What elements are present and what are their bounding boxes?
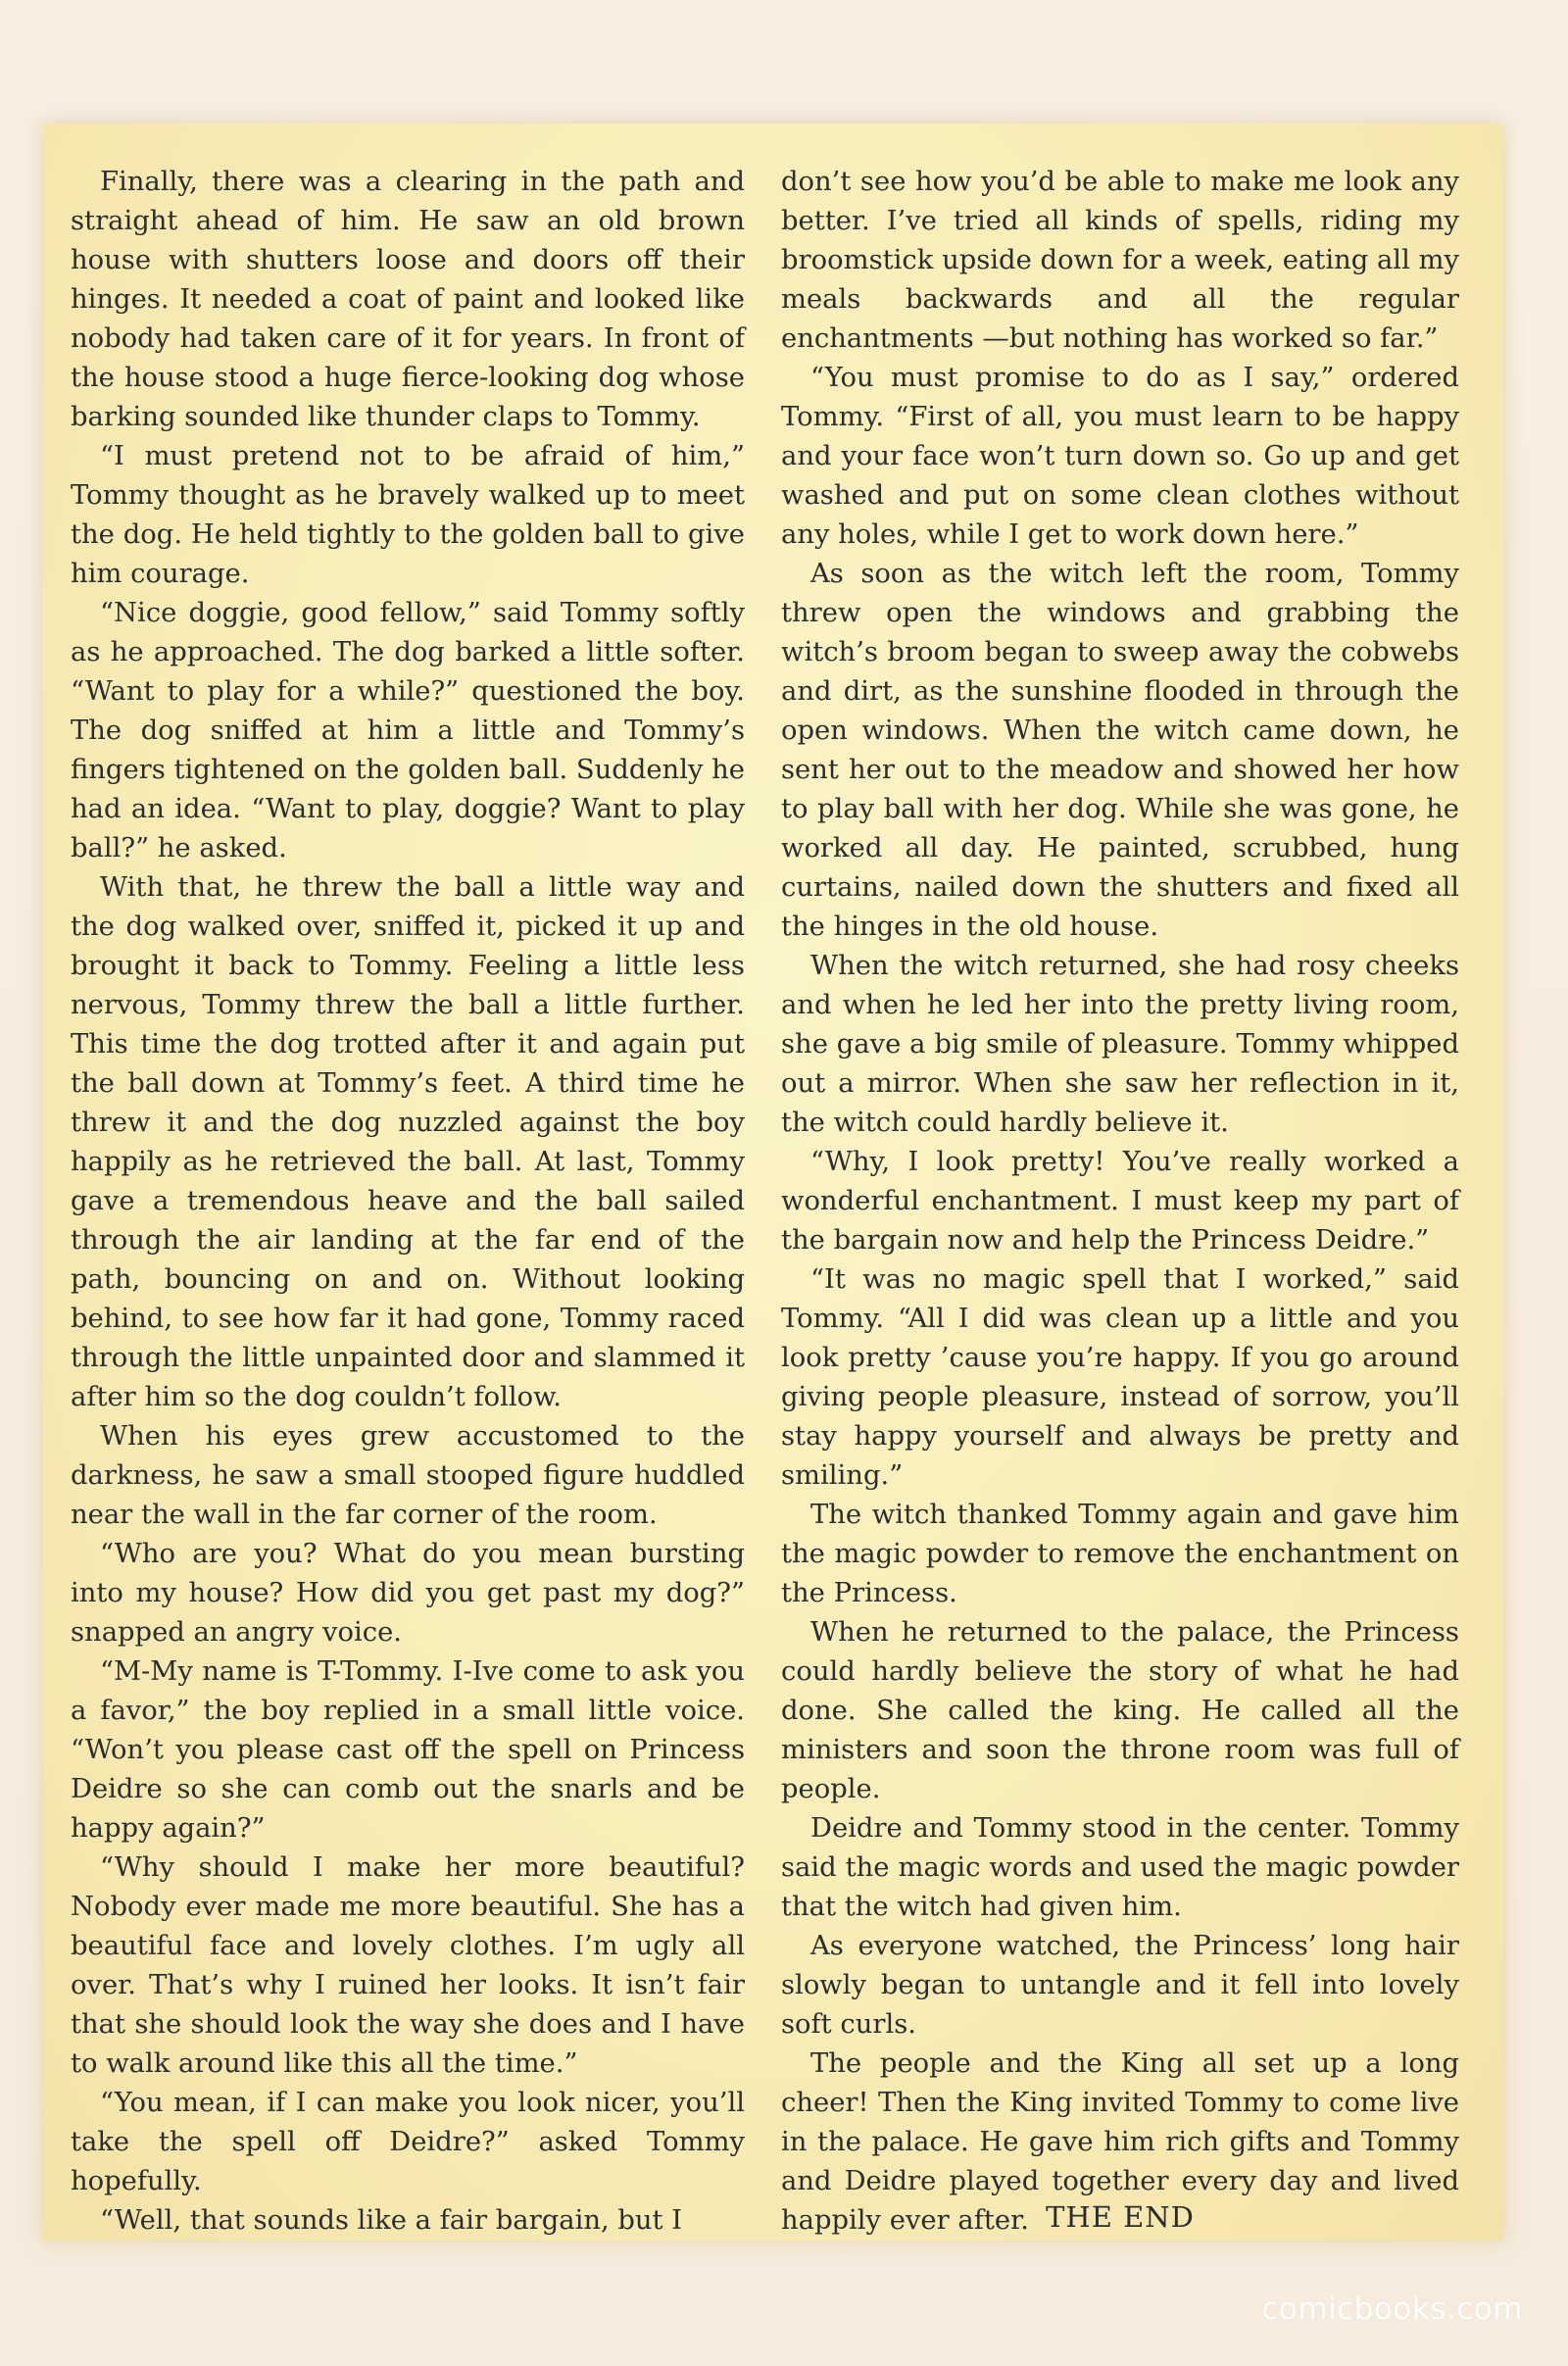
paragraph: “You mean, if I can make you look nicer, you’ll take the spell off Deidre?” asked Tommy hopefully. xyxy=(71,2088,745,2196)
paragraph: Deidre and Tommy stood in the center. Tommy said the magic words and used the magic powder that the witch had given him. xyxy=(781,1813,1459,1922)
paragraph: When he returned to the palace, the Princess could hardly believe the story of what he had done. She called the king. He called all the ministers and soon the throne room was full of people. xyxy=(781,1617,1459,1804)
paragraph: As everyone watched, the Princess’ long hair slowly began to untangle and it fell into lovely soft curls. xyxy=(781,1931,1459,2040)
paragraph: “I must pretend not to be afraid of him,” Tommy thought as he bravely walked up to meet the dog. He held tightly to the golden ball to give him courage. xyxy=(71,441,745,589)
paragraph: Finally, there was a clearing in the path and straight ahead of him. He saw an old brown house with shutters loose and doors off their hinges. It needed a coat of paint and looked like nobody had taken care of it for years. In front of the house stood a huge fierce-looking dog whose barking sounded like thunder claps to Tommy. xyxy=(71,167,745,432)
the-end-label: THE END xyxy=(1046,2200,1195,2234)
story-right-column xyxy=(781,163,1459,2241)
paragraph: “Well, that sounds like a fair bargain, but I xyxy=(100,2205,683,2236)
paragraph: “Who are you? What do you mean bursting into my house? How did you get past my dog?” snapped an angry voice. xyxy=(71,1539,745,1648)
paragraph: The witch thanked Tommy again and gave him the magic powder to remove the enchantment on the Princess. xyxy=(781,1500,1459,1608)
paragraph-continuation: don’t see how you’d be able to make me look any better. I’ve tried all kinds of spells, riding my broomstick upside down for a week, eating all my meals backwards and all the regular enchantments —but nothing has worked so far.” xyxy=(781,167,1459,354)
paragraph: When his eyes grew accustomed to the darkness, he saw a small stooped figure huddled near the wall in the far corner of the room. xyxy=(71,1421,745,1530)
paragraph: “You must promise to do as I say,” ordered Tommy. “First of all, you must learn to be happy and your face won’t turn down so. Go up and get washed and put on some clean clothes without any holes, while I get to work down here.” xyxy=(781,363,1459,550)
site-watermark: comicbooks.com xyxy=(1261,2292,1523,2327)
paragraph: “Why should I make her more beautiful? Nobody ever made me more beautiful. She has a beautiful face and lovely clothes. I’m ugly all over. That’s why I ruined her looks. It isn’t fair that she should look the way she does and I have to walk around like this all the time.” xyxy=(71,1852,745,2079)
story-left-column xyxy=(71,163,745,2241)
paragraph: “Why, I look pretty! You’ve really worked a wonderful enchantment. I must keep my part of the bargain now and help the Princess Deidre.” xyxy=(781,1147,1459,1256)
paragraph: The people and the King all set up a long cheer! Then the King invited Tommy to come live in the palace. He gave him rich gifts and Tommy and Deidre played together every day and lived happily ever after. xyxy=(781,2048,1459,2236)
paragraph: When the witch returned, she had rosy cheeks and when he led her into the pretty living room, she gave a big smile of pleasure. Tommy whipped out a mirror. When she saw her reflection in it, the witch could hardly believe it. xyxy=(781,951,1459,1138)
paragraph: “Nice doggie, good fellow,” said Tommy softly as he approached. The dog barked a little softer. “Want to play for a while?” questioned the boy. The dog sniffed at him a little and Tommy’s fingers tightened on the golden ball. Suddenly he had an idea. “Want to play, doggie? Want to play ball?” he asked. xyxy=(71,598,745,863)
paragraph: With that, he threw the ball a little way and the dog walked over, sniffed it, picked it up and brought it back to Tommy. Feeling a little less nervous, Tommy threw the ball a little further. This time the dog trotted after it and again put the ball down at Tommy’s feet. A third time he threw it and the dog nuzzled against the boy happily as he retrieved the ball. At last, Tommy gave a tremendous heave and the ball sailed through the air landing at the far end of the path, bouncing on and on. Without looking behind, to see how far it had gone, Tommy raced through the little unpainted door and slammed it after him so the dog couldn’t follow. xyxy=(71,872,745,1412)
paragraph: As soon as the witch left the room, Tommy threw open the windows and grabbing the witch’s broom began to sweep away the cobwebs and dirt, as the sunshine flooded in through the open windows. When the witch came down, he sent her out to the meadow and showed her how to play ball with her dog. While she was gone, he worked all day. He painted, scrubbed, hung curtains, nailed down the shutters and fixed all the hinges in the old house. xyxy=(781,559,1459,942)
paragraph: “It was no magic spell that I worked,” said Tommy. “All I did was clean up a little and you look pretty ’cause you’re happy. If you go around giving people pleasure, instead of sorrow, you’ll stay happy yourself and always be pretty and smiling.” xyxy=(781,1264,1459,1491)
paragraph: “M-My name is T-Tommy. I-Ive come to ask you a favor,” the boy replied in a small little voice. “Won’t you please cast off the spell on Princess Deidre so she can comb out the snarls and be happy again?” xyxy=(71,1656,745,1844)
